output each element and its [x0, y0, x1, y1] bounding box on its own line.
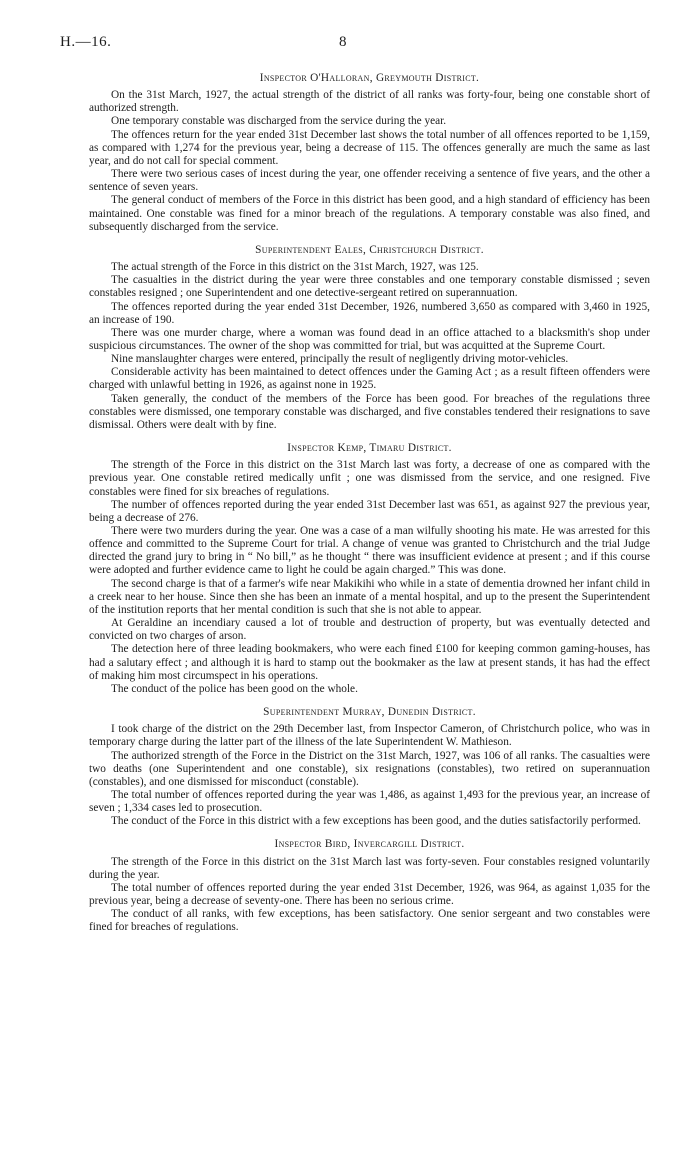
- section-heading: Superintendent Eales, Christchurch District.: [255, 243, 484, 256]
- paragraph: The conduct of the Force in this district with a few exceptions has been good, and the duties satisfactorily performed.: [111, 815, 641, 828]
- section-timaru: [89, 442, 650, 696]
- paragraph: The total number of offences reported during the year ended 31st December, 1926, was 964, as against 1,035 for the previous year, being a decrease of seventy-one. There has been no serious crime.: [89, 881, 650, 908]
- section-invercargill: [89, 838, 650, 934]
- section-christchurch: [89, 244, 650, 432]
- paragraph: Considerable activity has been maintained to detect offences under the Gaming Act ; as a result fifteen offenders were charged with unlawful betting in 1926, as against none in 1925.: [89, 366, 650, 392]
- paragraph: The actual strength of the Force in this district on the 31st March, 1927, was 125.: [111, 261, 479, 274]
- section-heading: Superintendent Murray, Dunedin District.: [263, 706, 476, 719]
- paragraph: There was one murder charge, where a woman was found dead in an office attached to a blacksmith's shop under suspicious circumstances. The owner of the shop was committed for trial, but was acquitted at the Supreme Court.: [89, 326, 650, 352]
- section-dunedin: [89, 706, 650, 828]
- paragraph: There were two serious cases of incest during the year, one offender receiving a sentence of five years, and the other a sentence of seven years.: [89, 168, 650, 194]
- paragraph: The casualties in the district during the year were three constables and one temporary constable dismissed ; seven constables resigned ; one Superintendent and one detective-sergeant retired on superannuation.: [89, 274, 650, 300]
- paragraph: The detection here of three leading bookmakers, who were each fined £100 for keeping common gaming-houses, has had a salutary effect ; and although it is hard to stamp out the bookmaker as the law at present stands, it has had the effect of making him most circumspect in his operations.: [89, 643, 650, 682]
- paragraph: On the 31st March, 1927, the actual strength of the district of all ranks was forty-four, being one constable short of authorized strength.: [89, 89, 650, 115]
- document-reference: H.—16.: [60, 34, 112, 50]
- paragraph: One temporary constable was discharged from the service during the year.: [111, 115, 447, 128]
- paragraph: The conduct of the police has been good on the whole.: [111, 682, 358, 695]
- paragraph: The strength of the Force in this district on the 31st March last was forty, a decrease of one as compared with the previous year. One constable retired medically unfit ; one was dismissed from the service, and one resigned. Five constables were fined for six breaches of regulations.: [89, 459, 650, 498]
- paragraph: The offences return for the year ended 31st December last shows the total number of all offences reported to be 1,159, as compared with 1,274 for the previous year, being a decrease of 115. The offences generally are much the same as last year, and do not call for special comment.: [89, 128, 650, 167]
- paragraph: The strength of the Force in this district on the 31st March last was forty-seven. Four constables resigned voluntarily during the year.: [89, 855, 650, 881]
- paragraph: The general conduct of members of the Force in this district has been good, and a high standard of efficiency has been maintained. One constable was fined for a minor breach of the regulations. A temporary constable was also fined, and subsequently discharged from the service.: [89, 194, 650, 233]
- page-number: 8: [339, 34, 347, 50]
- paragraph: The total number of offences reported during the year was 1,486, as against 1,493 for the previous year, an increase of seven ; 1,334 cases led to prosecution.: [89, 788, 650, 815]
- paragraph: At Geraldine an incendiary caused a lot of trouble and destruction of property, but was eventually detected and convicted on two charges of arson.: [89, 617, 650, 643]
- section-greymouth: [89, 72, 650, 234]
- paragraph: The authorized strength of the Force in the District on the 31st March, 1927, was 106 of all ranks. The casualties were two deaths (one Superintendent and one constable), six resignations (constables), two retired on superannuation (constables), and one dismissed for misconduct (constable).: [89, 749, 650, 788]
- section-heading: Inspector Bird, Invercargill District.: [274, 838, 465, 851]
- paragraph: The conduct of all ranks, with few exceptions, has been satisfactory. One senior sergeant and two constables were fined for breaches of regulations.: [89, 908, 650, 934]
- paragraph: Nine manslaughter charges were entered, principally the result of negligently driving motor-vehicles.: [111, 353, 569, 366]
- paragraph: The offences reported during the year ended 31st December, 1926, numbered 3,650 as compared with 3,460 in 1925, an increase of 190.: [89, 300, 650, 326]
- report-body: [89, 72, 650, 935]
- paragraph: The number of offences reported during the year ended 31st December last was 651, as against 927 the previous year, being a decrease of 276.: [89, 498, 650, 524]
- section-heading: Inspector Kemp, Timaru District.: [287, 442, 452, 455]
- paragraph: I took charge of the district on the 29th December last, from Inspector Cameron, of Christchurch police, who was in temporary charge during the latter part of the illness of the late Superintendent W. Mathieson.: [89, 723, 650, 749]
- paragraph: Taken generally, the conduct of the members of the Force has been good. For breaches of the regulations three constables were dismissed, one temporary constable was discharged, and five constables tendered their resignations to save dismissal. Others were dealt with by fine.: [89, 392, 650, 431]
- section-heading: Inspector O'Halloran, Greymouth District.: [259, 72, 480, 84]
- paragraph: The second charge is that of a farmer's wife near Makikihi who while in a state of dementia drowned her infant child in a creek near to her house. Since then she has been an inmate of a mental hospital, and up to the present the Superintendent of the institution reports that her mental condition is such that she is not able to appear.: [89, 577, 650, 616]
- paragraph: There were two murders during the year. One was a case of a man wilfully shooting his mate. He was arrested for this offence and committed to the Supreme Court for trial. A change of venue was granted to Christchurch and the trial Judge directed the grand jury to bring in “ No bill,” as he thought “ there was insufficient evidence at present ; and if this course were adopted and further evidence came to light he could be again charged.” This was done.: [89, 525, 650, 577]
